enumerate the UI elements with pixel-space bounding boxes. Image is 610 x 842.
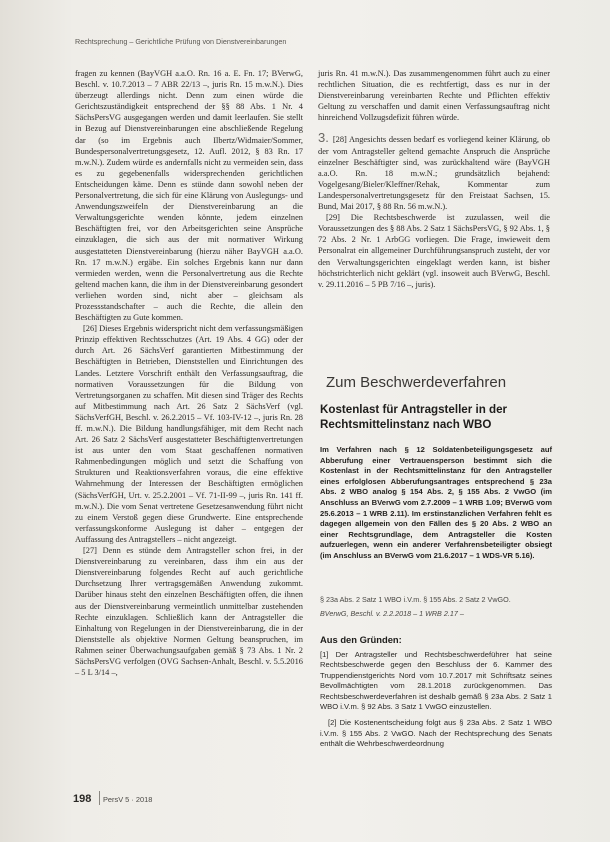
page-number: 198: [73, 793, 92, 805]
headnote: Im Verfahren nach § 12 Soldatenbeteiligungsgesetz auf Abberufung einer Vertrauensperson bestimmt sich die Kostenlast in der Rechtsmittelinstanz für den Antragsteller eines erfolglosen Abberufungsantrages entsprechend § 23a Abs. 2 WBO analog § 154 Abs. 2, § 155 Abs. 2 VwGO (im Anschluss an BVerwG vom 2.7.2009 – 1 WRB 1.09; BVerwG vom 25.6.2013 – 1 WRB 2.11). Im erstinstanzlichen Verfahren fehlt es dagegen allgemein von den Fällen des § 20 Abs. 2 WBO an einer Rechtsgrundlage, dem Antragsteller die Kosten aufzuerlegen, wenn ein anderer Verfahrensbeteiligter obsiegt (im Anschluss an BVerwG vom 21.6.2017 – 1 WDS-VR 5.16).: [320, 445, 552, 560]
paragraph: fragen zu kennen (BayVGH a.a.O. Rn. 16 a. E. Fn. 17; BVerwG, Beschl. v. 10.7.2013 – 7 ABR 22/13 –, juris Rn. 15 m.w.N.). Dies überzeugt allerdings nicht. Denn zum einen würde die Gerichtszuständigkeit entsprechend der §§ 88 Abs. 1 Nr. 4 SächsPersVG ausgegangen werden und damit leerlaufen. Sie stellt in Bezug auf Dienstvereinbarungen eine abschließende Regelung dar (so im Ergebnis auch Ilbertz/Widmaier/Sommer, Bundespersonalvertretungsgesetz, 12. Aufl. 2012, § 83 Rn. 17 m.w.N.). Zudem würde es andernfalls nicht zu vermeiden sein, dass es zu gegebenenfalls widersprechenden gerichtlichen Entscheidungen käme. Denn es stünde dann sowohl neben der Personalvertretung, die sich für eine Klärung von Auslegungs- und Anwendungszweifeln der Dienstvereinbarung an die Verwaltungsgerichte wenden könnte, jedem einzelnen Beschäftigten frei, vor den Arbeitsgerichten seine Ansprüche einzuklagen, die sich aus der mit normativer Wirkung ausgestatteten Dienstvereinbarung (hierzu näher BayVGH a.a.O. Rn. 17 m.w.N.) ergäbe. Ein solches Ergebnis kann nur dann vermieden werden, wenn die Personalvertretung aus die Rechte geltend machen kann, die ihm in der Dienstvereinbarung gesondert verliehen worden sind, nicht aber – gleichsam als Prozessstandschafter – auch die Rechte, die allein den Beschäftigten zu Gute kommen.: [75, 69, 303, 323]
paragraph: [1] Der Antragsteller und Rechtsbeschwerdeführer hat seine Rechtsbeschwerde gegen den Beschluss der 6. Kammer des Truppendienstgerichts Nord vom 10.7.2017 mit Schriftsatz seines Bevollmächtigten vom 28.1.2018 zurückgenommen. Das Rechtsbeschwerdeverfahren ist deshalb gemäß § 23a Abs. 2 Satz 1 WBO i.V.m. § 92 Abs. 3 Satz 1 VwGO einzustellen.: [320, 650, 552, 712]
right-column-top: [318, 68, 550, 290]
paragraph: [26] Dieses Ergebnis widerspricht nicht dem verfassungsmäßigen Prinzip effektiven Rechtsschutzes (Art. 19 Abs. 4 GG) oder der durch Art. 26 SächsVerf garantierten Mitbestimmung der Beschäftigten in Betrieben, Dienststellen und Einrichtungen des Landes. Letztere Vorschrift enthält den Verfassungsauftrag, die normativen Voraussetzungen für die Bildung von Vertretungsorganen zu schaffen. Mit diesen sind Träger des Rechts auf Mitbestimmung nach Art. 26 Satz 2 SächsVerf (vgl. SächsVerfGH, Beschl. v. 26.2.2015 – Vf. 103-IV-12 –, juris Rn. 28 ff. m.w.N.). Die Bildung handlungsfähiger, mit dem Recht nach Art. 26 Satz 2 SächsVerf ausgestatteter Beschäftigtenvertretungen ist aus unter den vom Staat geschaffenen normativen Rahmenbedingungen möglich und setzt die Schaffung von Strukturen und Reaktionsverfahren voraus, die eine effektive Wahrnehmung der Interessen der Beschäftigten ermöglichen (SächsVerfGH, Urt. v. 25.2.2001 – Vf. 71-II-99 –, juris Rn. 141 ff. m.w.N.). Die vom Senat vertretene Gesetzesanwendung führt nicht zu einem Verstoß gegen diese Grundwerte. Eine entsprechende verfassungskonforme Auslegung ist daher – entgegen der Auffassung des Antragstellers – nicht angezeigt.: [75, 324, 303, 544]
reasons-text: [320, 650, 552, 756]
section-heading: Zum Beschwerdeverfahren: [326, 374, 507, 391]
norms: § 23a Abs. 2 Satz 1 WBO i.V.m. § 155 Abs. 2 Satz 2 VwGO.: [320, 595, 511, 604]
article-title: Kostenlast für Antragsteller in der Rechtsmittelinstanz nach WBO: [320, 403, 508, 431]
paragraph: [27] Denn es stünde dem Antragsteller schon frei, in der Dienstvereinbarung zu vereinbaren, dass ihm ein aus der Dienstvereinbarung folgendes Recht auf auch gerichtliche Durchsetzung Ihrer vertragsgemäßen Anwendung zukommt. Darüber hinaus steht den einzelnen Beschäftigten offen, die ihnen aus der Dienstvereinbarung vermeintlich unmittelbar zustehenden Rechte einzuklagen. Schließlich kann der Antragsteller die Einhaltung von Regelungen in der Dienstvereinbarung, die in der Dienststelle als objektive Normen Geltung beanspruchen, im Rahmen seiner Überwachungsaufgaben gemäß § 73 Abs. 1 Nr. 2 SächsPersVG verfolgen (OVG Sachsen-Anhalt, Beschl. v. 5.5.2016 – 5 L 3/14 –,: [75, 546, 303, 678]
paragraph: [318, 132, 550, 212]
journal-name: PersV 5 · 2018: [103, 795, 153, 804]
paragraph: juris Rn. 41 m.w.N.). Das zusammengenommen führt auch zu einer rechtlichen Situation, die es rechtfertigt, dass es nur in der Dienstvereinbarung vereinbarten Rechte und Pflichten effektiv Geltung zu verschaffen und damit einen Verfassungsauftrag nicht hinreichend Vollzugsdefizit führen würde.: [318, 69, 550, 123]
norms-block: [320, 595, 552, 623]
running-header: Rechtsprechung – Gerichtliche Prüfung von Dienstvereinbarungen: [75, 37, 287, 46]
footer-divider: [99, 791, 100, 805]
paragraph-text: [28] Angesichts dessen bedarf es vorliegend keiner Klärung, ob der vom Antragsteller geltend gemachte Anspruch die Ansprüche einzelner Beschäftigter sind, was zurückhaltend wäre (BayVGH a.a.O. Rn. 18 m.w.N.; grundsätzlich bejahend: Vogelgesang/Bieler/Kleffner/Rehak, Kommentar zum Landespersonalvertretungsgesetz für den Freistaat Sachsen, 15. Bund, Mai 2017, § 88 Rn. 56 m.w.N.).: [318, 135, 550, 212]
citation: BVerwG, Beschl. v. 2.2.2018 – 1 WRB 2.17 –: [320, 609, 464, 618]
paragraph: [2] Die Kostenentscheidung folgt aus § 23a Abs. 2 Satz 1 WBO i.V.m. § 155 Abs. 2 VwGO. Nach der Rechtsprechung des Senats enthält die Wehrbeschwerdeordnung: [320, 718, 552, 749]
paragraph: [29] Die Rechtsbeschwerde ist zuzulassen, weil die Voraussetzungen des § 88 Abs. 2 Satz 1 SächsPersVG, § 92 Abs. 1, § 72 Abs. 2 Nr. 1 ArbGG vorliegen. Die Frage, inwieweit dem Personalrat ein allgemeiner Durchführungsanspruch zusteht, der vor den Verwaltungsgerichten eingeklagt werden kann, ist bisher höchstrichterlich nicht geklärt (vgl. insoweit auch BVerwG, Beschl. v. 29.11.2016 – 5 PB 7/16 –, juris).: [318, 213, 550, 289]
reasons-heading: Aus den Gründen:: [320, 634, 402, 645]
left-column: [75, 68, 303, 678]
margin-note: 3.: [318, 130, 329, 146]
